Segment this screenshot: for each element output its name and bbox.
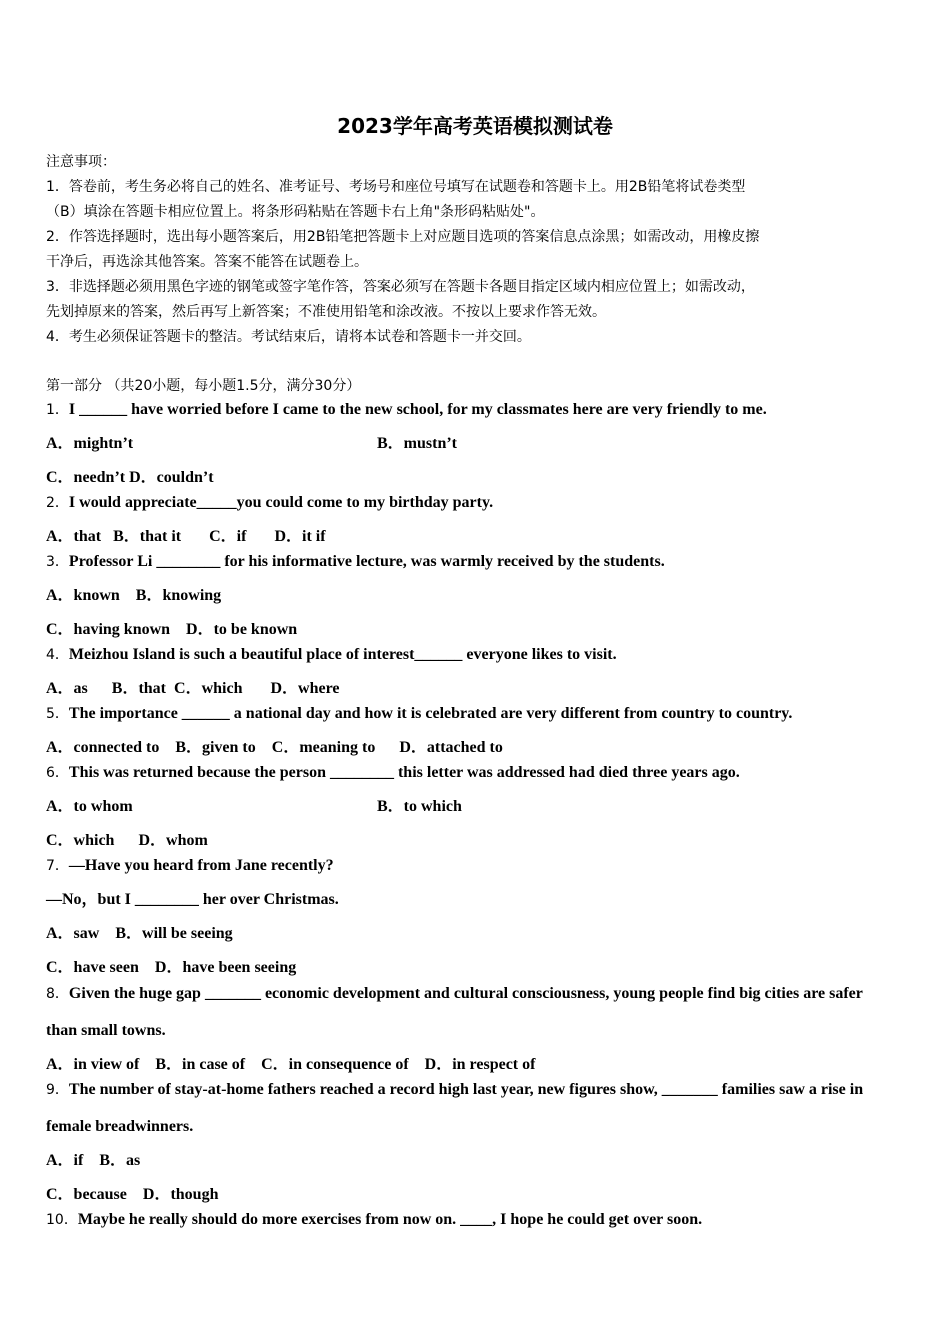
question-text: I ______ have worried before I came to the new school, for my classmates here are very friendly to me. [68, 401, 767, 418]
question-number: 8． [46, 986, 69, 1002]
question-number: 9． [46, 1082, 69, 1098]
question-8-continuation: than small towns. [46, 1022, 166, 1039]
notice-line: （B）填涂在答题卡相应位置上。将条形码粘贴在答题卡右上角"条形码粘贴处"。 [46, 204, 545, 220]
question-3 [46, 551, 916, 573]
question-9-continuation: female breadwinners. [46, 1118, 194, 1135]
question-1 [46, 399, 916, 421]
question-text: This was returned because the person ________ this letter was addressed had died three years ago. [68, 764, 740, 781]
question-text: Meizhou Island is such a beautiful place of interest______ everyone likes to visit. [68, 646, 617, 663]
option-a: A．mightn’t [46, 435, 134, 452]
question-number: 4． [46, 647, 69, 663]
question-9-options-ab: A．if B．as [46, 1152, 141, 1169]
option-b: B．mustn’t [377, 435, 458, 452]
question-4 [46, 644, 916, 666]
question-number: 1． [46, 402, 69, 418]
question-6-options-ab [46, 796, 916, 818]
notice-line: 4．考生必须保证答题卡的整洁。考试结束后，请将本试卷和答题卡一并交回。 [46, 329, 531, 345]
question-4-options: A．as B．that C．which D．where [46, 680, 340, 697]
question-2 [46, 492, 916, 514]
question-5-options: A．connected to B．given to C．meaning to D．attached to [46, 739, 503, 756]
option-b: B．to which [377, 798, 462, 815]
question-5 [46, 703, 916, 725]
question-7-options-cd: C．have seen D．have been seeing [46, 959, 297, 976]
notice-line: 干净后，再选涂其他答案。答案不能答在试题卷上。 [46, 254, 368, 270]
option-a: A．to whom [46, 798, 133, 815]
question-text: Given the huge gap _______ economic development and cultural consciousness, young people find big cities are safer [68, 985, 863, 1002]
question-7-reply: —No，but I ________ her over Christmas. [46, 891, 339, 908]
question-text: The importance ______ a national day and how it is celebrated are very different from country to country. [68, 705, 793, 722]
question-number: 10． [46, 1212, 78, 1228]
question-8 [46, 983, 916, 1005]
section-heading: 第一部分 （共20小题，每小题1.5分，满分30分） [46, 378, 361, 394]
question-9 [46, 1079, 916, 1101]
notice-line: 1．答卷前，考生务必将自己的姓名、准考证号、考场号和座位号填写在试题卷和答题卡上。用2B铅笔将试卷类型 [46, 179, 746, 195]
question-9-options-cd: C．because D．though [46, 1186, 219, 1203]
question-7 [46, 855, 916, 877]
question-3-options-ab: A．known B．knowing [46, 587, 222, 604]
question-6 [46, 762, 916, 784]
question-6-options-cd: C．which D．whom [46, 832, 208, 849]
notice-line: 3．非选择题必须用黑色字迹的钢笔或签字笔作答，答案必须写在答题卡各题目指定区域内相应位置上；如需改动， [46, 279, 755, 295]
question-1-options-ab [46, 433, 916, 455]
question-text: I would appreciate_____you could come to my birthday party. [68, 494, 494, 511]
notice-line: 2．作答选择题时，选出每小题答案后，用2B铅笔把答题卡上对应题目选项的答案信息点涂黑；如需改动，用橡皮擦 [46, 229, 760, 245]
question-text: Maybe he really should do more exercises from now on. ____, I hope he could get over soon. [77, 1211, 703, 1228]
question-8-options: A．in view of B．in case of C．in consequence of D．in respect of [46, 1056, 536, 1073]
question-text: Professor Li ________ for his informative lecture, was warmly received by the students. [68, 553, 665, 570]
question-10 [46, 1209, 916, 1231]
question-1-options-cd: C．needn’t D．couldn’t [46, 469, 214, 486]
question-number: 5． [46, 706, 69, 722]
question-number: 3． [46, 554, 69, 570]
question-3-options-cd: C．having known D．to be known [46, 621, 298, 638]
question-number: 7． [46, 858, 69, 874]
question-text: The number of stay-at-home fathers reached a record high last year, new figures show, _______ families saw a rise in [68, 1081, 864, 1098]
notice-line: 先划掉原来的答案，然后再写上新答案；不准使用铅笔和涂改液。不按以上要求作答无效。 [46, 304, 606, 320]
notice-heading: 注意事项： [46, 154, 116, 170]
question-text: —Have you heard from Jane recently? [68, 857, 334, 874]
page-title: 2023学年高考英语模拟测试卷 [337, 114, 613, 138]
question-7-options-ab: A．saw B．will be seeing [46, 925, 233, 942]
question-number: 6． [46, 765, 69, 781]
question-2-options: A．that B．that it C．if D．it if [46, 528, 326, 545]
question-number: 2． [46, 495, 69, 511]
